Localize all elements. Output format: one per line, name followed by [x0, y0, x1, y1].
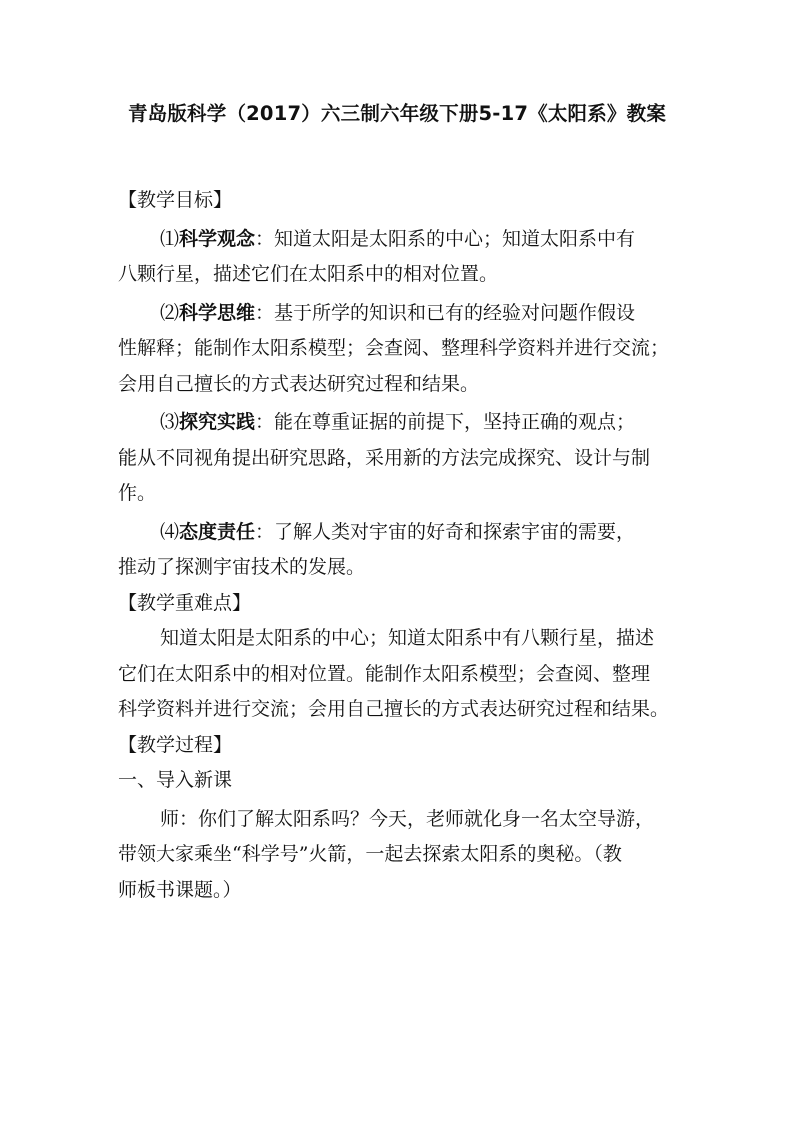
goal-3-line-3: 作。: [118, 482, 157, 504]
goal-4-line-2: 推动了探测宇宙技术的发展。: [118, 556, 366, 578]
goal-1-line-2: 八颗行星，描述它们在太阳系中的相对位置。: [118, 263, 499, 285]
step-1-line-2: 带领大家乘坐“科学号”火箭，一起去探索太阳系的奥秘。（教: [118, 843, 622, 865]
goal-1-line-1: [118, 222, 678, 258]
goal-4-label: 态度责任: [179, 520, 256, 543]
goal-3-line-2: 能从不同视角提出研究思路，采用新的方法完成探究、设计与制: [118, 446, 651, 469]
goal-3-number: ⑶: [160, 411, 180, 433]
goal-1-label: 科学观念: [179, 227, 256, 250]
key-points-line-2: 它们在太阳系中的相对位置。能制作太阳系模型；会查阅、整理: [118, 662, 651, 685]
step-1-line-1: 师：你们了解太阳系吗？今天，老师就化身一名太空导游，: [160, 807, 655, 830]
goal-2-label: 科学思维: [179, 301, 256, 324]
step-1-line-3: 师板书课题。）: [118, 878, 242, 901]
goal-1-number: ⑴: [160, 227, 180, 250]
goal-2-text: ：基于所学的知识和已有的经验对问题作假设: [255, 301, 636, 324]
section-heading-key-points: 【教学重难点】: [118, 591, 252, 614]
goal-2-number: ⑵: [160, 301, 180, 324]
document-body: [118, 183, 678, 908]
key-points-line-3: 科学资料并进行交流；会用自己擅长的方式表达研究过程和结果。: [118, 698, 670, 720]
document-title: 青岛版科学（2017）六三制六年级下册5-17《太阳系》教案: [127, 102, 667, 125]
goal-1-text: ：知道太阳是太阳系的中心；知道太阳系中有: [255, 227, 636, 250]
section-heading-process: 【教学过程】: [118, 733, 233, 756]
step-1-title: 一、导入新课: [118, 769, 233, 791]
goal-2-line-3: 会用自己擅长的方式表达研究过程和结果。: [118, 372, 480, 395]
section-heading-goals: 【教学目标】: [118, 189, 233, 211]
goal-4-line-1: [118, 515, 678, 551]
goal-2-line-1: [118, 296, 678, 332]
key-points-line-1: 知道太阳是太阳系的中心；知道太阳系中有八颗行星，描述: [160, 627, 655, 649]
goal-3-text: ：能在尊重证据的前提下，坚持正确的观点；: [255, 411, 636, 433]
goal-3-label: 探究实践: [179, 411, 256, 433]
goal-2-line-2: 性解释；能制作太阳系模型；会查阅、整理科学资料并进行交流；: [118, 337, 670, 359]
goal-4-text: ：了解人类对宇宙的好奇和探索宇宙的需要，: [255, 520, 636, 543]
goal-3-line-1: [118, 405, 678, 441]
goal-4-number: ⑷: [160, 520, 180, 543]
